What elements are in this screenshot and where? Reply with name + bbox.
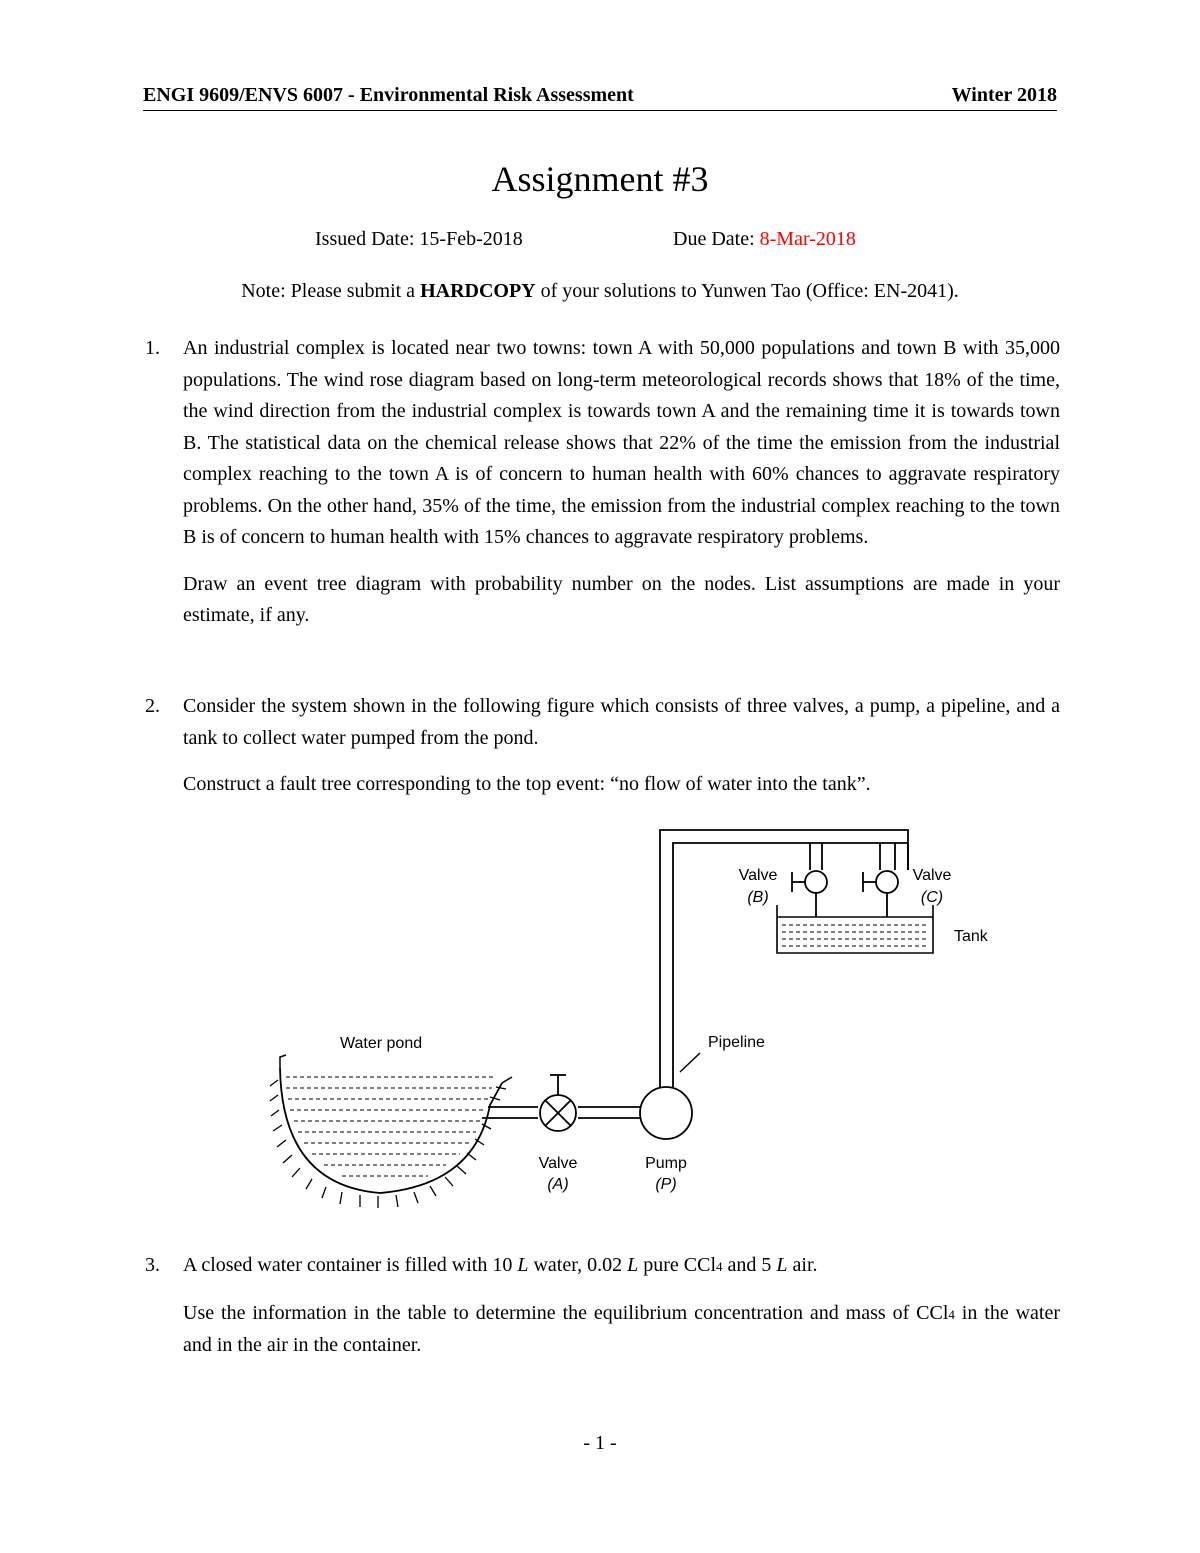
q3-unit: L [627, 1254, 639, 1276]
page-title: Assignment #3 [491, 159, 709, 199]
due-date [673, 228, 856, 251]
question-3-text [183, 1250, 1060, 1283]
valve-c-label: Valve [912, 867, 952, 884]
pump-id: (P) [655, 1176, 677, 1193]
question-1 [145, 333, 1060, 632]
question-2 [145, 691, 1060, 801]
q3-text-part: A closed water container is filled with 10 [183, 1254, 518, 1276]
q3-task-part: in the water and in the air in the container. [183, 1301, 1061, 1356]
note-prefix: Note: Please submit a [241, 280, 421, 302]
pipeline-label: Pipeline [708, 1034, 765, 1051]
water-pond-label: Water pond [340, 1035, 423, 1052]
note-suffix: of your solutions to Yunwen Tao (Office: EN-2041). [535, 280, 959, 302]
q3-unit: L [517, 1254, 529, 1276]
q3-text-part: and 5 [722, 1254, 777, 1276]
question-number: 1. [145, 337, 160, 359]
valve-b-id: (B) [747, 889, 769, 906]
q3-text-part: air. [787, 1254, 818, 1276]
question-1-task: Draw an event tree diagram with probability number on the nodes. List assumptions are made in your estimate, if any. [183, 572, 1060, 626]
valve-a-id: (A) [547, 1176, 569, 1193]
question-3 [145, 1250, 1060, 1362]
term: Winter 2018 [951, 84, 1057, 106]
q3-text-part: pure CCl [638, 1254, 717, 1276]
question-3-task [183, 1298, 1060, 1362]
tank-label: Tank [954, 928, 988, 945]
q3-task-part: Use the information in the table to determine the equilibrium concentration and mass of CCl [183, 1301, 949, 1324]
issued-date-value: 15-Feb-2018 [419, 228, 523, 250]
question-2-task: Construct a fault tree corresponding to the top event: “no flow of water into the tank”. [183, 773, 871, 795]
q3-subscript: 4 [948, 1306, 955, 1322]
q3-text-part: water, 0.02 [528, 1254, 628, 1276]
question-2-text: Consider the system shown in the following figure which consists of three valves, a pump, a pipeline, and a tank to collect water pumped from the pond. [183, 695, 1060, 749]
submission-note [0, 280, 1200, 303]
pipeline-pipe [660, 830, 908, 1087]
issued-date-label: Issued Date: [315, 228, 415, 250]
valve-a-symbol [540, 1075, 576, 1131]
valve-b-symbol [792, 871, 827, 917]
due-date-value: 8-Mar-2018 [759, 228, 856, 250]
question-number: 3. [145, 1254, 160, 1276]
water-pond-symbol [270, 1055, 512, 1208]
q3-subscript: 4 [716, 1259, 723, 1274]
note-emphasis: HARDCOPY [420, 280, 536, 302]
pump-label: Pump [645, 1155, 687, 1172]
valve-b-label: Valve [738, 867, 778, 884]
page-number: - 1 - [583, 1432, 617, 1454]
q3-unit: L [776, 1254, 788, 1276]
pump-system-diagram [250, 815, 1010, 1220]
pipeline-leader-line [680, 1053, 700, 1072]
tank-symbol [777, 905, 933, 953]
valve-c-symbol [863, 871, 898, 917]
issued-date [315, 228, 523, 251]
due-date-label: Due Date: [673, 228, 755, 250]
page-header [143, 82, 1057, 111]
question-1-text: An industrial complex is located near two towns: town A with 50,000 populations and town B with 35,000 populations. The wind rose diagram based on long-term meteorological records shows that 18% of the time, the wind direction from the industrial complex is towards town A and the remaining time it is towards town B. The statistical data on the chemical release shows that 22% of the time the emission from the industrial complex reaching to the town A is of concern to human health with 60% chances to aggravate respiratory problems. On the other hand, 35% of the time, the emission from the industrial complex reaching to the town B is of concern to human health with 15% chances to aggravate respiratory problems. [183, 337, 1060, 548]
valve-c-id: (C) [920, 889, 944, 906]
question-number: 2. [145, 695, 160, 717]
pump-symbol [640, 1087, 692, 1139]
valve-a-label: Valve [538, 1155, 578, 1172]
course-title: ENGI 9609/ENVS 6007 - Environmental Risk Assessment [143, 84, 634, 106]
